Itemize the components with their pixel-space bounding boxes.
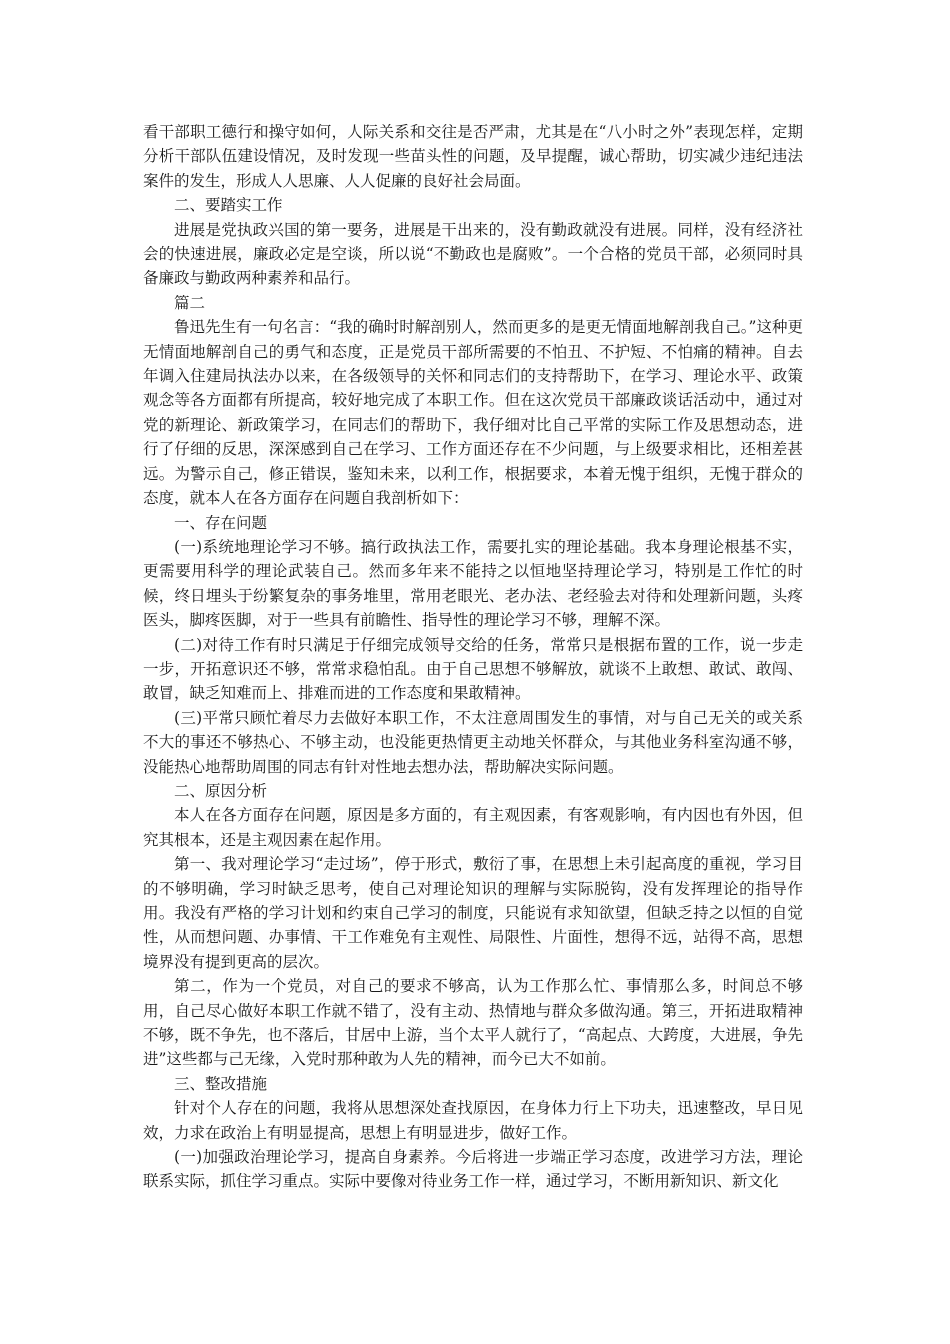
paragraph: 针对个人存在的问题，我将从思想深处查找原因，在身体力行上下功夫，迅速整改，早日见效，力求在政治上有明显提高，思想上有明显进步，做好工作。 xyxy=(143,1099,803,1142)
paragraph: 本人在各方面存在问题，原因是多方面的，有主观因素，有客观影响，有内因也有外因，但究其根本，还是主观因素在起作用。 xyxy=(143,806,803,849)
section-heading: 一、存在问题 xyxy=(174,513,268,532)
section-heading: 二、要踏实工作 xyxy=(174,196,283,215)
section-heading: 三、整改措施 xyxy=(174,1074,268,1093)
paragraph-continuation: 看干部职工德行和操守如何，人际关系和交往是否严肃，尤其是在“八小时之外”表现怎样，定期分析干部队伍建设情况，及时发现一些苗头性的问题，及早提醒，诚心帮助，切实减少违纪违法案件的发生，形成人人思廉、人人促廉的良好社会局面。 xyxy=(143,123,803,190)
paragraph: (一)系统地理论学习不够。搞行政执法工作，需要扎实的理论基础。我本身理论根基不实，更需要用科学的理论武装自己。然而多年来不能持之以恒地坚持理论学习，特别是工作忙的时候，终日埋头于纷繁复杂的事务堆里，常用老眼光、老办法、老经验去对待和处理新问题，头疼医头，脚疼医脚，对于一些具有前瞻性、指导性的理论学习不够，理解不深。 xyxy=(143,537,803,630)
paragraph: 第二，作为一个党员，对自己的要求不够高，认为工作那么忙、事情那么多，时间总不够用，自己尽心做好本职工作就不错了，没有主动、热情地与群众多做沟通。第三，开拓进取精神不够，既不争先，也不落后，甘居中上游，当个太平人就行了，“高起点、大跨度，大进展，争先进”这些都与己无缘，入党时那种敢为人先的精神，而今已大不如前。 xyxy=(143,977,803,1069)
paragraph: 鲁迅先生有一句名言：“我的确时时解剖别人，然而更多的是更无情面地解剖我自己。”这种更无情面地解剖自己的勇气和态度，正是党员干部所需要的不怕丑、不护短、不怕痛的精神。自去年调入住建局执法办以来，在各级领导的关怀和同志们的支持帮助下，在学习、理论水平、政策观念等各方面都有所提高，较好地完成了本职工作。但在这次党员干部廉政谈话活动中，通过对党的新理论、新政策学习，在同志们的帮助下，我仔细对比自己平常的实际工作及思想动态，进行了仔细的反思，深深感到自己在学习、工作方面还存在不少问题，与上级要求相比，还相差甚远。为警示自己，修正错误，鉴知未来，以利工作，根据要求，本着无愧于组织，无愧于群众的态度，就本人在各方面存在问题自我剖析如下： xyxy=(143,318,803,508)
article-heading: 篇二 xyxy=(174,293,206,312)
paragraph: (一)加强政治理论学习，提高自身素养。今后将进一步端正学习态度，改进学习方法，理论联系实际，抓住学习重点。实际中要像对待业务工作一样，通过学习，不断用新知识、新文化 xyxy=(143,1148,803,1191)
paragraph: (三)平常只顾忙着尽力去做好本职工作，不太注意周围发生的事情，对与自己无关的或关系不大的事还不够热心、不够主动，也没能更热情更主动地关怀群众，与其他业务科室沟通不够，没能热心地帮助周围的同志有针对性地去想办法，帮助解决实际问题。 xyxy=(143,708,803,776)
paragraph: (二)对待工作有时只满足于仔细完成领导交给的任务，常常只是根据布置的工作，说一步走一步，开拓意识还不够，常常求稳怕乱。由于自己思想不够解放，就谈不上敢想、敢试、敢闯、敢冒，缺乏知难而上、排难而进的工作态度和果敢精神。 xyxy=(143,635,803,703)
paragraph: 进展是党执政兴国的第一要务，进展是干出来的，没有勤政就没有进展。同样，没有经济社会的快速进展，廉政必定是空谈，所以说“不勤政也是腐败”。一个合格的党员干部，必须同时具备廉政与勤政两种素养和品行。 xyxy=(143,220,803,288)
section-heading: 二、原因分析 xyxy=(174,781,268,800)
paragraph: 第一、我对理论学习“走过场”，停于形式，敷衍了事，在思想上未引起高度的重视，学习目的不够明确，学习时缺乏思考，使自己对理论知识的理解与实际脱钩，没有发挥理论的指导作用。我没有严格的学习计划和约束自己学习的制度，只能说有求知欲望，但缺乏持之以恒的自觉性，从而想问题、办事情、干工作难免有主观性、局限性、片面性，想得不远，站得不高，思想境界没有提到更高的层次。 xyxy=(143,855,803,971)
document-page xyxy=(143,120,803,1194)
